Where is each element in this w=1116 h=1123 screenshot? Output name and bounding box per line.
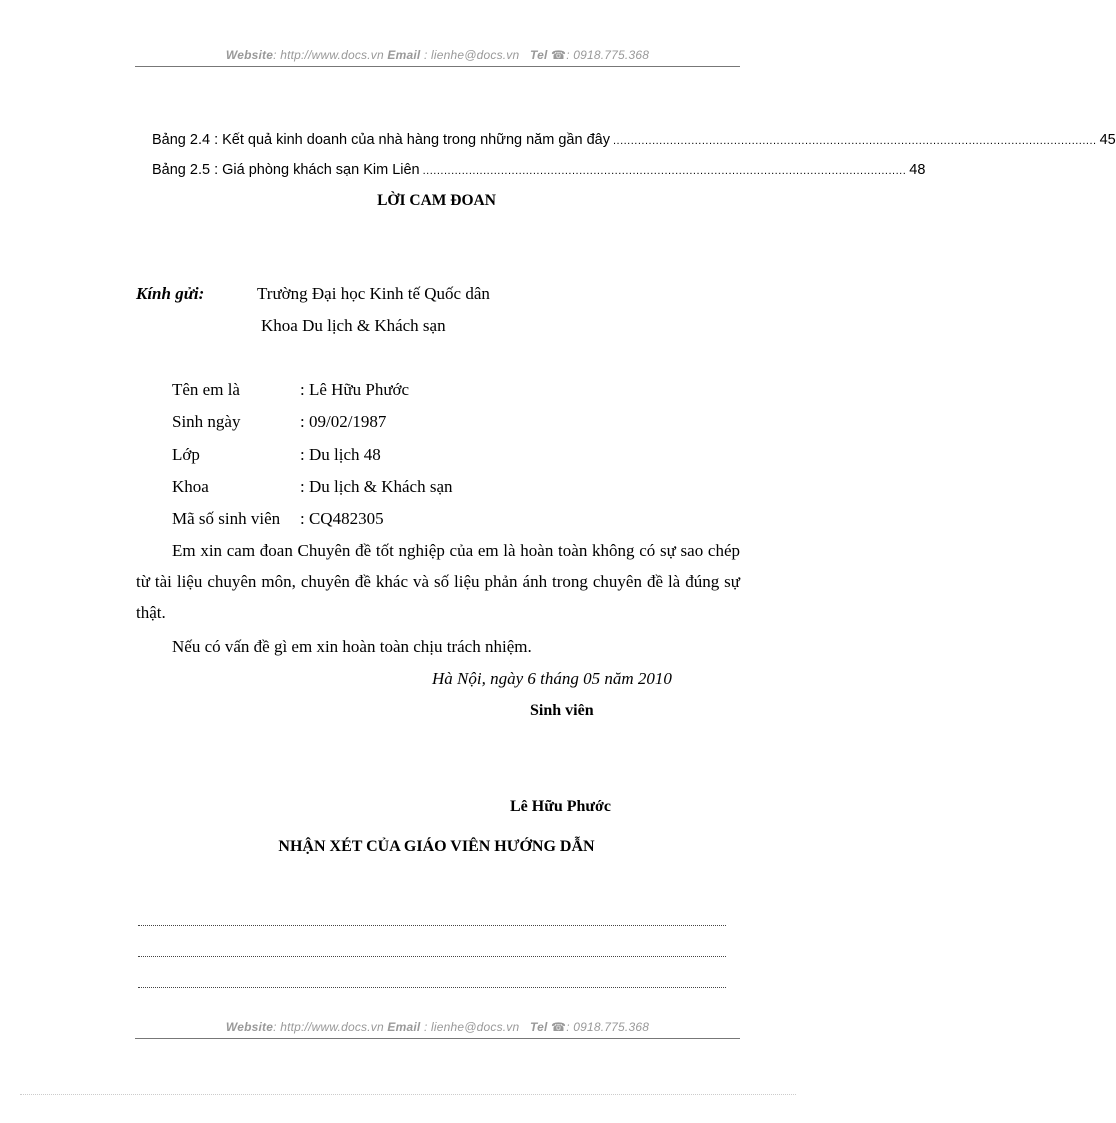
website-label: Website — [225, 48, 274, 62]
recipient-line-2: Khoa Du lịch & Khách sạn — [261, 316, 446, 335]
signer-name: Lê Hữu Phước — [510, 798, 611, 815]
info-value-class: : Du lịch 48 — [300, 445, 381, 464]
info-value-birth: : 09/02/1987 — [300, 412, 387, 431]
info-label-class: Lớp — [172, 445, 200, 464]
email-label: Email — [387, 1020, 421, 1034]
recipient-label: Kính gửi: — [136, 284, 205, 303]
page-footer — [135, 1020, 740, 1034]
responsibility-text: Nếu có vấn đề gì em xin hoàn toàn chịu trách nhiệm. — [172, 637, 532, 656]
tel-value: : 0918.775.368 — [566, 48, 650, 62]
phone-icon: ☎ — [551, 48, 567, 62]
place-date: Hà Nội, ngày 6 tháng 05 năm 2010 — [432, 669, 672, 688]
toc-row — [152, 132, 1116, 148]
toc-row — [152, 162, 926, 178]
footer-rule — [135, 1038, 740, 1039]
toc-page: 45 — [1099, 132, 1116, 148]
declaration-paragraph: Em xin cam đoan Chuyên đề tốt nghiệp của em là hoàn toàn không có sự sao chép từ tài liệu chuyên môn, chuyên đề khác và số liệu phản ánh trong chuyên đề là đúng sự thật. — [136, 541, 740, 622]
tel-label: Tel — [529, 48, 548, 62]
info-label-faculty: Khoa — [172, 477, 209, 496]
review-dotted-line — [138, 925, 726, 926]
review-title: NHẬN XÉT CỦA GIÁO VIÊN HƯỚNG DẪN — [278, 838, 595, 855]
review-dotted-line — [138, 956, 726, 957]
section-title: LỜI CAM ĐOAN — [377, 192, 496, 209]
info-label-student-id: Mã số sinh viên — [172, 509, 281, 528]
email-value: : lienhe@docs.vn — [420, 48, 520, 62]
email-value: : lienhe@docs.vn — [420, 1020, 520, 1034]
website-value: : http://www.docs.vn — [273, 48, 384, 62]
header-rule — [135, 66, 740, 67]
signer-title: Sinh viên — [530, 702, 594, 719]
toc-title: Bảng 2.4 : Kết quả kinh doanh của nhà hàng trong những năm gần đây — [152, 132, 610, 148]
toc-leader: ........................................................................................................................................ — [612, 135, 1097, 147]
phone-icon: ☎ — [551, 1020, 567, 1034]
email-label: Email — [387, 48, 421, 62]
website-label: Website — [225, 1020, 274, 1034]
tel-value: : 0918.775.368 — [566, 1020, 650, 1034]
info-label-birth: Sinh ngày — [172, 412, 241, 431]
page-bottom-dotted-border — [20, 1094, 796, 1095]
info-label-name: Tên em là — [172, 380, 240, 399]
website-value: : http://www.docs.vn — [273, 1020, 384, 1034]
toc-leader: ........................................................................................................................................ — [422, 165, 907, 177]
info-value-name: : Lê Hữu Phước — [300, 380, 410, 399]
info-value-student-id: : CQ482305 — [300, 509, 384, 528]
recipient-line-1: Trường Đại học Kinh tế Quốc dân — [257, 284, 490, 303]
toc-title: Bảng 2.5 : Giá phòng khách sạn Kim Liên — [152, 162, 420, 178]
page-header — [135, 48, 740, 62]
tel-label: Tel — [529, 1020, 548, 1034]
info-value-faculty: : Du lịch & Khách sạn — [300, 477, 453, 496]
toc-page: 48 — [909, 162, 926, 178]
review-dotted-line — [138, 987, 726, 988]
